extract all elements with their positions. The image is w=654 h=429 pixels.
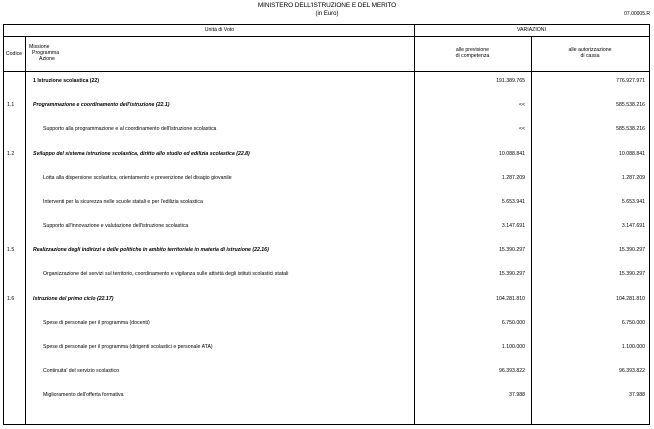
program-label: Programmazione e coordinamento dell'istruzione (22.1) [33, 102, 170, 108]
cassa-value: 776.927.971 [616, 78, 645, 84]
cassa-value: 1.287.209 [621, 175, 645, 181]
competenza-value: 10.088.841 [499, 151, 525, 157]
row-code: 1.6 [7, 296, 15, 302]
budget-table [3, 24, 650, 425]
action-label: Organizzazione dei servizi sul territorio, coordinamento e vigilanza sulle attività degli istituti scolastici statali [43, 271, 289, 277]
table-top-border [3, 24, 650, 25]
cassa-value: 585.538.216 [616, 126, 645, 132]
table-right-border [649, 24, 650, 425]
row-code: 1.5 [7, 247, 15, 253]
cassa-column-divider [531, 36, 532, 425]
competenza-value: 191.389.765 [496, 78, 525, 84]
row-code: 1.2 [7, 151, 15, 157]
mission-label: 1 Istruzione scolastica (22) [33, 78, 100, 84]
programma-header: Programma [32, 50, 60, 56]
missione-header: Missione [29, 44, 50, 50]
competenza-value: 104.281.810 [496, 296, 525, 302]
cassa-value: 3.147.691 [621, 223, 645, 229]
competenza-header-line1: alle previsione [455, 47, 490, 53]
cassa-header-line2: di cassa [580, 53, 600, 59]
cassa-header-line1: alle autorizzazione [568, 47, 612, 53]
table-bottom-border [3, 424, 650, 425]
row-code: 1.1 [7, 102, 15, 108]
document-title: MINISTERO DELL'ISTRUZIONE E DEL MERITO [257, 2, 397, 9]
competenza-value: << [518, 102, 525, 108]
header-divider [3, 36, 650, 37]
competenza-value: 1.100.000 [501, 344, 525, 350]
program-label: Istruzione del primo ciclo (22.17) [33, 296, 114, 302]
competenza-value: 15.390.297 [499, 247, 525, 253]
currency-note: (in Euro) [315, 11, 339, 17]
cassa-value: 37.988 [629, 392, 645, 398]
action-label: Supporto alla programmazione e al coordinamento dell'istruzione scolastica [43, 126, 217, 132]
variazioni-header: VARIAZIONI [516, 27, 546, 33]
cassa-value: 1.100.000 [621, 344, 645, 350]
cassa-value: 96.393.822 [619, 368, 645, 374]
competenza-value: 1.287.209 [501, 175, 525, 181]
action-label: Miglioramento dell'offerta formativa [43, 392, 124, 398]
action-label: Spese di personale per il programma (dirigenti scolastici e personale ATA) [43, 344, 213, 350]
cassa-value: 15.390.297 [619, 271, 645, 277]
azione-header: Azione [39, 56, 55, 62]
competenza-value: 3.147.691 [501, 223, 525, 229]
cassa-value: 104.281.810 [616, 296, 645, 302]
action-label: Interventi per la sicurezza nelle scuole statali e per l'edilizia scolastica [43, 199, 203, 205]
action-label: Supporto all'innovazione e valutazione dell'istruzione scolastica [43, 223, 189, 229]
program-label: Realizzazione degli indirizzi e delle politiche in ambito territoriale in materia di istruzione (22.16) [33, 247, 269, 253]
competenza-value: 96.393.822 [499, 368, 525, 374]
competenza-value: 37.988 [509, 392, 525, 398]
cassa-value: 585.538.216 [616, 102, 645, 108]
header-bottom-border [3, 71, 650, 72]
action-label: Spese di personale per il programma (docenti) [43, 320, 150, 326]
program-label: Sviluppo del sistema istruzione scolastica, diritto allo studio ed edilizia scolastica (22.8) [33, 151, 250, 157]
cassa-value: 10.088.841 [619, 151, 645, 157]
cassa-value: 6.750.000 [621, 320, 645, 326]
action-label: Continuita' del servizio scolastico [43, 368, 119, 374]
action-label: Lotta alla dispersione scolastica, orientamento e prevenzione del disagio giovanile [43, 175, 232, 181]
competenza-value: << [518, 126, 525, 132]
competenza-value: 5.653.941 [501, 199, 525, 205]
table-left-border [3, 24, 4, 425]
competenza-header-line2: di competenza [455, 53, 490, 59]
competenza-value: 6.750.000 [501, 320, 525, 326]
document-code: 07.00005.R [624, 11, 650, 17]
unita-di-voto-header: Unità di Voto [204, 27, 235, 33]
codice-column-divider [25, 36, 26, 425]
cassa-value: 5.653.941 [621, 199, 645, 205]
competenza-value: 15.390.297 [499, 271, 525, 277]
cassa-value: 15.390.297 [619, 247, 645, 253]
codice-header: Codice [5, 51, 23, 57]
